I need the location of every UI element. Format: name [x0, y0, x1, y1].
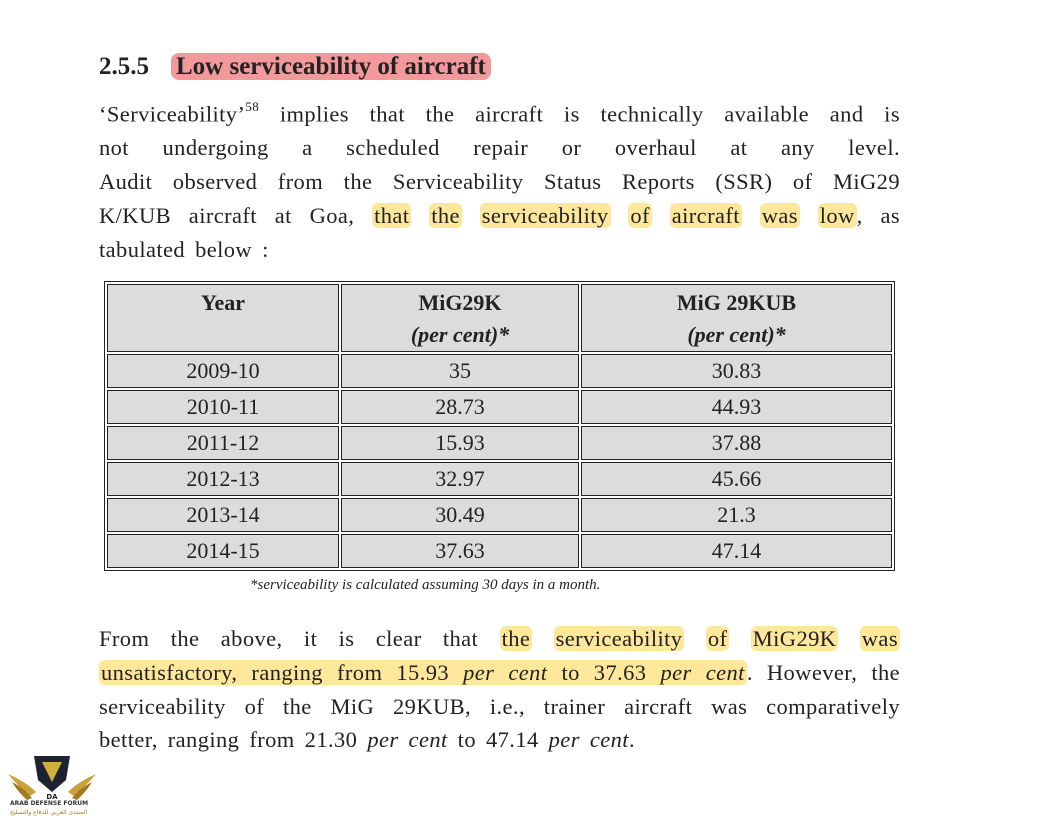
- cell-mig29k: 28.73: [341, 390, 579, 424]
- cell-mig29kub: 45.66: [581, 462, 892, 496]
- cell-year: 2009-10: [107, 354, 339, 388]
- cell-mig29kub: 21.3: [581, 498, 892, 532]
- cell-year: 2014-15: [107, 534, 339, 568]
- section-heading: [99, 50, 491, 84]
- table-header-row: [107, 284, 892, 352]
- conclusion-line-3: serviceability of the MiG 29KUB, i.e., trainer aircraft was comparatively: [99, 693, 900, 719]
- cell-mig29kub: 44.93: [581, 390, 892, 424]
- cell-year: 2012-13: [107, 462, 339, 496]
- cell-mig29k: 30.49: [341, 498, 579, 532]
- conclusion-line-1: From the above, it is clear that the serviceability of MiG29K was: [99, 626, 898, 651]
- section-number: 2.5.5: [99, 53, 149, 80]
- cell-mig29kub: 47.14: [581, 534, 892, 568]
- header-mig29k: MiG29K (per cent)*: [341, 284, 579, 352]
- cell-mig29kub: 37.88: [581, 426, 892, 460]
- cell-year: 2010-11: [107, 390, 339, 424]
- table-row: [107, 354, 892, 388]
- svg-text:DA: DA: [46, 793, 58, 801]
- intro-paragraph: [99, 92, 900, 266]
- intro-line-1: ‘Serviceability’$^{58}$ implies that the aircraft is technically available and is: [99, 99, 900, 127]
- cell-mig29kub: 30.83: [581, 354, 892, 388]
- conclusion-line-4: better, ranging from 21.30 per cent to 47.14 per cent.: [99, 727, 635, 753]
- table-row: [107, 426, 892, 460]
- cell-mig29k: 32.97: [341, 462, 579, 496]
- footnote-ref: 58: [245, 99, 260, 114]
- header-mig29kub: MiG 29KUB (per cent)*: [581, 284, 892, 352]
- section-title: Low serviceability of aircraft: [171, 53, 491, 80]
- conclusion-paragraph: [99, 622, 900, 757]
- cell-mig29k: 35: [341, 354, 579, 388]
- table-note: *serviceability is calculated assuming 30 days in a month.: [250, 577, 601, 593]
- cell-year: 2011-12: [107, 426, 339, 460]
- serviceability-table: [104, 281, 895, 571]
- forum-name-en: ARAB DEFENSE FORUM: [10, 800, 89, 807]
- table-row: [107, 534, 892, 568]
- table-row: [107, 390, 892, 424]
- intro-line-5: tabulated below :: [99, 236, 269, 262]
- intro-line-3: Audit observed from the Serviceability Status Reports (SSR) of MiG29: [99, 169, 900, 195]
- conclusion-line-2: unsatisfactory, ranging from 15.93 per cent to 37.63 per cent. However, the: [101, 659, 901, 685]
- cell-year: 2013-14: [107, 498, 339, 532]
- intro-line-2: not undergoing a scheduled repair or overhaul at any level.: [99, 135, 900, 161]
- header-year: Year: [107, 284, 339, 352]
- table-row: [107, 462, 892, 496]
- intro-line-4: K/KUB aircraft at Goa, that the serviceability of aircraft was low, as: [99, 202, 901, 228]
- cell-mig29k: 37.63: [341, 534, 579, 568]
- table-row: [107, 498, 892, 532]
- forum-name-ar: المنتدى العربي للدفاع والتسليح: [10, 809, 87, 816]
- cell-mig29k: 15.93: [341, 426, 579, 460]
